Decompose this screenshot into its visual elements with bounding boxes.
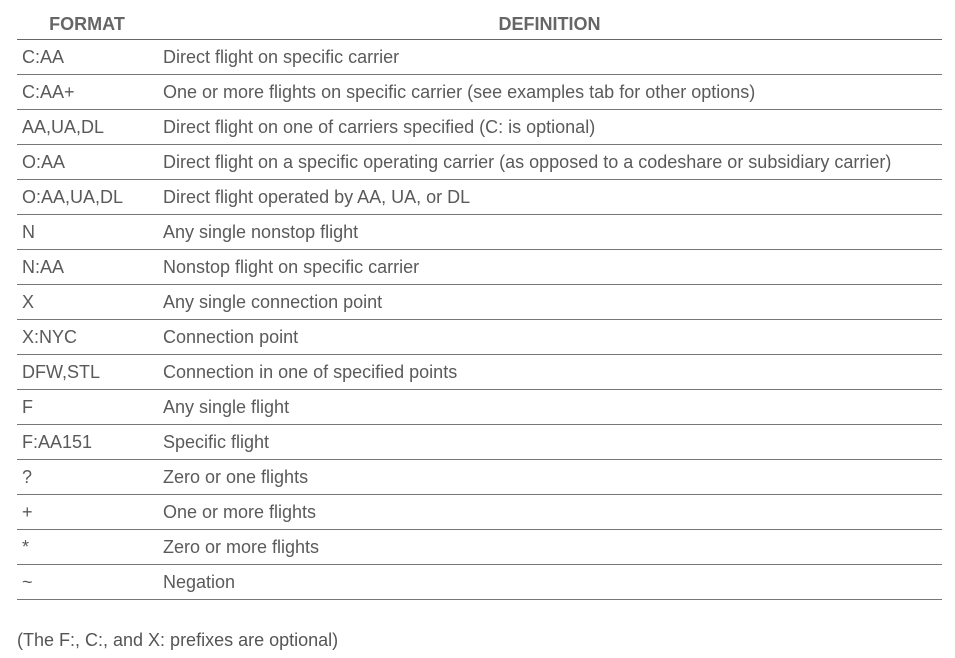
definition-cell: Zero or more flights	[157, 530, 942, 565]
definition-cell: Connection in one of specified points	[157, 355, 942, 390]
table-row	[17, 285, 942, 320]
format-cell: N	[17, 215, 157, 250]
definition-cell: Connection point	[157, 320, 942, 355]
definition-cell: Direct flight operated by AA, UA, or DL	[157, 180, 942, 215]
definition-cell: Specific flight	[157, 425, 942, 460]
definition-cell: Any single nonstop flight	[157, 215, 942, 250]
prefix-footnote: (The F:, C:, and X: prefixes are optional)	[17, 630, 339, 650]
table-row	[17, 425, 942, 460]
table-row	[17, 390, 942, 425]
format-cell: N:AA	[17, 250, 157, 285]
table-row	[17, 565, 942, 600]
table-row	[17, 460, 942, 495]
definition-column-header: DEFINITION	[157, 10, 942, 40]
definition-cell: One or more flights	[157, 495, 942, 530]
definition-cell: Any single flight	[157, 390, 942, 425]
definition-cell: One or more flights on specific carrier (see examples tab for other options)	[157, 75, 942, 110]
format-cell: C:AA+	[17, 75, 157, 110]
format-cell: X	[17, 285, 157, 320]
format-cell: O:AA	[17, 145, 157, 180]
table-row	[17, 180, 942, 215]
definition-cell: Direct flight on a specific operating carrier (as opposed to a codeshare or subsidiary carrier)	[157, 145, 942, 180]
table-row	[17, 530, 942, 565]
format-cell: ~	[17, 565, 157, 600]
format-definition-table	[17, 10, 942, 600]
format-cell: F:AA151	[17, 425, 157, 460]
table-row	[17, 110, 942, 145]
definition-cell: Direct flight on specific carrier	[157, 40, 942, 75]
table-header-row	[17, 10, 942, 40]
format-cell: +	[17, 495, 157, 530]
format-cell: AA,UA,DL	[17, 110, 157, 145]
definition-cell: Zero or one flights	[157, 460, 942, 495]
format-cell: *	[17, 530, 157, 565]
definition-cell: Negation	[157, 565, 942, 600]
definition-cell: Direct flight on one of carriers specified (C: is optional)	[157, 110, 942, 145]
table-row	[17, 40, 942, 75]
format-cell: DFW,STL	[17, 355, 157, 390]
format-column-header: FORMAT	[17, 10, 157, 40]
format-table-container	[17, 10, 942, 600]
format-cell: C:AA	[17, 40, 157, 75]
table-row	[17, 495, 942, 530]
table-row	[17, 145, 942, 180]
table-row	[17, 75, 942, 110]
format-cell: ?	[17, 460, 157, 495]
table-row	[17, 320, 942, 355]
definition-cell: Nonstop flight on specific carrier	[157, 250, 942, 285]
format-cell: X:NYC	[17, 320, 157, 355]
table-row	[17, 250, 942, 285]
format-cell: O:AA,UA,DL	[17, 180, 157, 215]
table-row	[17, 355, 942, 390]
table-row	[17, 215, 942, 250]
format-cell: F	[17, 390, 157, 425]
definition-cell: Any single connection point	[157, 285, 942, 320]
